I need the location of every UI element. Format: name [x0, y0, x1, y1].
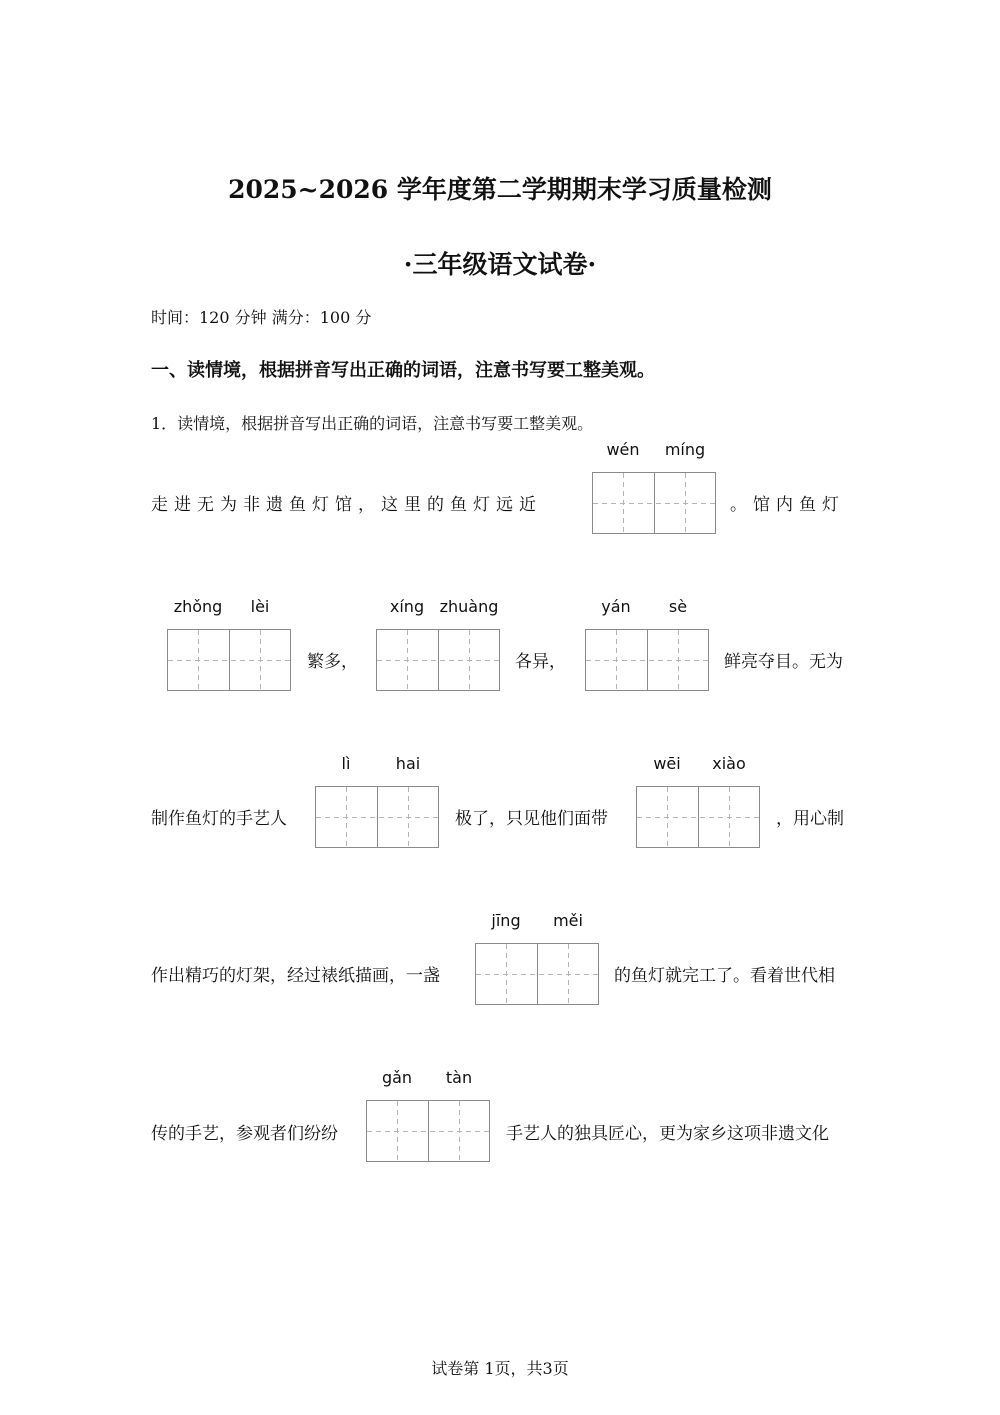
pinyin-label: yán: [601, 597, 631, 616]
tianzige-grid[interactable]: [366, 1100, 490, 1162]
pinyin-label: lèi: [250, 597, 270, 616]
pinyin-label: jīng: [491, 911, 521, 930]
tianzige-grid[interactable]: [636, 786, 760, 848]
answer-box-wenming[interactable]: [592, 440, 716, 572]
answer-box-jingmei[interactable]: [475, 911, 599, 1043]
pinyin-label: zhuàng: [439, 597, 499, 616]
pinyin-label: tàn: [445, 1068, 473, 1087]
passage-line4-text: 作出精巧的灯架，经过裱纸描画，一盏: [151, 966, 440, 986]
passage-line3-end: ，用心制: [776, 809, 844, 829]
passage-line2-text: 各异，: [515, 652, 566, 672]
passage-line3-text: 极了，只见他们面带: [455, 809, 608, 829]
passage-line2-end: 鲜亮夺目。无为: [724, 652, 843, 672]
pinyin-label: sè: [668, 597, 688, 616]
tianzige-grid[interactable]: [592, 472, 716, 534]
pinyin-label: xíng: [389, 597, 425, 616]
tianzige-grid[interactable]: [376, 629, 500, 691]
passage-line5-end: 手艺人的独具匠心，更为家乡这项非遗文化: [506, 1124, 829, 1144]
answer-box-lihai[interactable]: [315, 754, 439, 886]
passage-line1-text: 走进无为非遗鱼灯馆，这里的鱼灯远近: [151, 495, 542, 515]
pinyin-label: hai: [395, 754, 421, 773]
passage-line4-end: 的鱼灯就完工了。看着世代相: [614, 966, 835, 986]
tianzige-grid[interactable]: [585, 629, 709, 691]
pinyin-label: lì: [341, 754, 351, 773]
pinyin-label: wén: [606, 440, 640, 459]
pinyin-label: wēi: [653, 754, 681, 773]
answer-box-yanse[interactable]: [585, 597, 709, 729]
answer-box-weixiao[interactable]: [636, 754, 760, 886]
answer-box-zhonglei[interactable]: [167, 597, 291, 729]
exam-subtitle: ·三年级语文试卷·: [403, 250, 597, 279]
answer-box-gantan[interactable]: [366, 1068, 490, 1200]
pinyin-label: míng: [664, 440, 706, 459]
section-heading: 一、读情境，根据拼音写出正确的词语，注意书写要工整美观。: [151, 360, 655, 381]
pinyin-label: zhǒng: [173, 597, 223, 616]
answer-box-xingzhuang[interactable]: [376, 597, 500, 729]
passage-line1-end: 。馆内鱼灯: [730, 495, 845, 515]
pinyin-label: gǎn: [381, 1068, 413, 1087]
passage-line5-text: 传的手艺，参观者们纷纷: [151, 1124, 338, 1144]
tianzige-grid[interactable]: [167, 629, 291, 691]
passage-line3-text: 制作鱼灯的手艺人: [151, 809, 287, 829]
exam-info: 时间：120 分钟 满分：100 分: [151, 308, 372, 327]
exam-title: 2025~2026 学年度第二学期期末学习质量检测: [228, 175, 772, 204]
tianzige-grid[interactable]: [475, 943, 599, 1005]
passage-line2-text: 繁多，: [307, 652, 358, 672]
page-footer: 试卷第 1页，共3页: [431, 1359, 569, 1378]
pinyin-label: měi: [553, 911, 583, 930]
question-1: 1．读情境，根据拼音写出正确的词语，注意书写要工整美观。: [151, 414, 594, 433]
pinyin-label: xiào: [712, 754, 746, 773]
tianzige-grid[interactable]: [315, 786, 439, 848]
